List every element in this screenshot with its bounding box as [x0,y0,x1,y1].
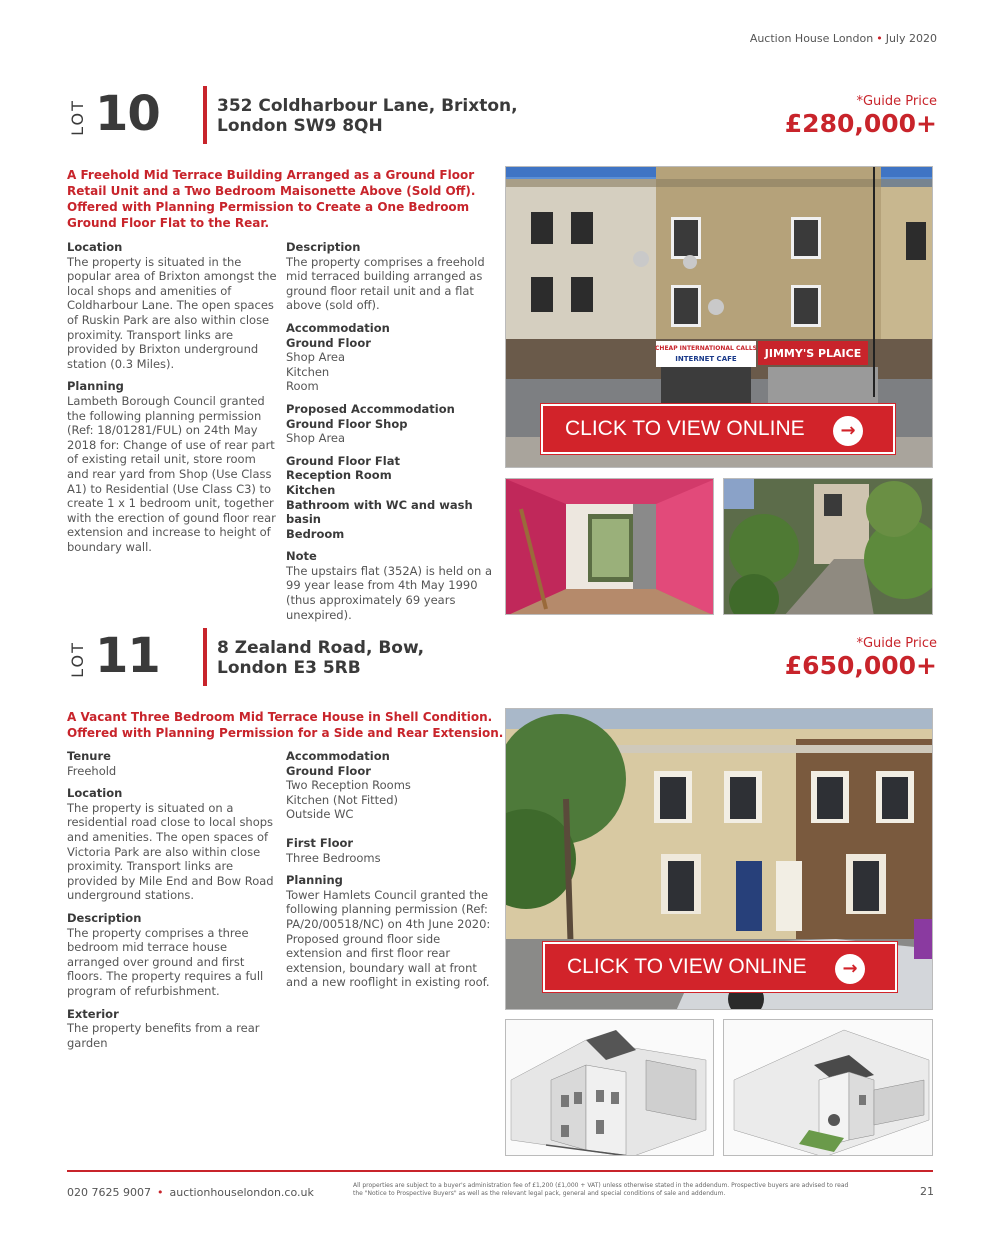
planning-heading: Planning [67,379,124,394]
lot-label: LOT [67,99,87,136]
left-column [67,749,279,1050]
guide-label: *Guide Price [856,636,937,651]
phone-number[interactable]: 020 7625 9007 [67,1186,151,1199]
guide-price-block [785,636,937,681]
lot-11-render-rear[interactable] [723,1019,933,1156]
lot-10-yard-photo[interactable] [723,478,933,615]
room-item: Reception Room [286,468,392,483]
yard-image [724,479,933,615]
room-item: Room [286,379,319,394]
accommodation-heading: Accommodation [286,320,390,335]
room-item: Bedroom [286,526,345,541]
lot-number: 10 [95,86,160,142]
room-item: Three Bedrooms [286,850,381,865]
footer-divider [67,1170,933,1172]
guide-price: £650,000+ [784,651,937,680]
lot-divider [203,86,207,144]
lot-label: LOT [67,641,87,678]
lot-intro: A Freehold Mid Terrace Building Arranged as a Ground Floor Retail Unit and a Two Bedroom Maisonette Above (Sold Off). Offered with Planning Permission to Create a One Bedroom Ground Floor Flat to the Rear. [67,168,476,230]
cta-label: CLICK TO VIEW ONLINE [565,417,805,440]
separator-dot: • [156,1186,164,1199]
room-item: Kitchen [286,364,330,379]
location-heading: Location [67,240,123,254]
shop-sign-text: INTERNET CAFE [675,355,737,363]
lot-number: 11 [95,628,160,684]
description-heading: Description [286,240,361,254]
issue-date: July 2020 [885,32,937,45]
room-item: Shop Area [286,350,346,365]
left-column [67,240,279,554]
ground-floor-shop-label: Ground Floor Shop [286,416,408,431]
ground-floor-label: Ground Floor [286,763,371,778]
guide-label: *Guide Price [856,94,937,109]
ground-floor-flat-label: Ground Floor Flat [286,453,400,468]
architectural-render-front [506,1020,714,1156]
cta-label: CLICK TO VIEW ONLINE [567,955,807,978]
guide-price-block [785,94,937,139]
tenure-text: Freehold [67,763,117,778]
planning-text: Tower Hamlets Council granted the following planning permission (Ref: PA/20/00518/NC) on 4th June 2020: Proposed ground floor side extension and first floor rear extension, boundary wall at front and a new rooflight in existing roof. [286,887,491,990]
lot-10-interior-photo[interactable] [505,478,714,615]
arrow-right-icon: → [833,416,863,446]
note-text: The upstairs flat (352A) is held on a 99 year lease from 4th May 1990 (thus approximately 69 years unexpired). [286,563,493,622]
planning-heading: Planning [286,873,343,888]
footer-contact [67,1186,314,1199]
arrow-right-icon: → [835,954,865,984]
right-column [286,240,498,622]
tenure-heading: Tenure [67,749,111,763]
lot-divider [203,628,207,686]
room-item: Kitchen (Not Fitted) [286,792,399,807]
location-heading: Location [67,786,123,801]
page-number: 21 [920,1185,934,1198]
footer-disclaimer: All properties are subject to a buyer's administration fee of £1,200 (£1,000 + VAT) unless otherwise stated in the addendum. Prospective buyers are advised to read the "Notice to Prospective Buyers" as well as the relevant legal pack, general and special conditions of sale and addendum. [353,1182,849,1197]
separator-dot: • [876,32,883,45]
brand-name: Auction House London [749,32,874,45]
view-online-button[interactable] [541,404,895,454]
architectural-render-rear [724,1020,933,1156]
description-heading: Description [67,910,142,925]
room-item: Bathroom with WC and wash basin [286,497,473,527]
exterior-heading: Exterior [67,1006,119,1021]
view-online-button[interactable] [543,942,897,992]
lot-address: 8 Zealand Road, Bow, London E3 5RB [217,638,425,678]
shop-sign-text: CHEAP INTERNATIONAL CALLS [655,345,757,352]
room-item: Two Reception Rooms [286,778,411,793]
room-item: Shop Area [286,431,346,446]
lot-11-render-front[interactable] [505,1019,714,1156]
note-heading: Note [286,549,317,564]
planning-text: Lambeth Borough Council granted the following planning permission (Ref: 18/01281/FUL) on 24th May 2018 for: Change of use of rear part of existing retail unit, store room and rear yard from Shop (Use Class A1) to Residential (Use Class C3) to create 1 x 1 bedroom unit, together with the erection of gound floor rear extension and increase to height of boundary wall. [67,393,276,554]
room-item: Kitchen [286,482,336,497]
first-floor-label: First Floor [286,835,354,850]
lot-address: 352 Coldharbour Lane, Brixton, London SW9 8QH [217,96,518,136]
interior-image [506,479,714,615]
location-text: The property is situated on a residential road close to local shops and amenities. The open spaces of Victoria Park are also within close proximity. Transport links are provided by Mile End and Bow Road underground stations. [67,800,274,903]
lot-intro: A Vacant Three Bedroom Mid Terrace House in Shell Condition. Offered with Planning Permission for a Side and Rear Extension. [67,710,504,740]
location-text: The property is situated in the popular area of Brixton amongst the local shops and amenities of Coldharbour Lane. The open spaces of Ruskin Park are also within close proximity. Transport links are provided by Brixton underground station (0.3 Miles). [67,254,277,371]
ground-floor-label: Ground Floor [286,335,371,350]
accommodation-heading: Accommodation [286,749,390,763]
description-text: The property comprises a freehold mid terraced building arranged as ground floor retail unit and a flat above (sold off). [286,254,485,313]
page-header [750,32,937,45]
right-column [286,749,498,990]
shop-sign-text: JIMMY'S PLAICE [764,347,862,360]
website-link[interactable]: auctionhouselondon.co.uk [169,1186,314,1199]
room-item: Outside WC [286,807,354,822]
description-text: The property comprises a three bedroom mid terrace house arranged over ground and first floors. The property requires a full program of refurbishment. [67,925,264,998]
exterior-text: The property benefits from a rear garden [67,1021,260,1050]
proposed-heading: Proposed Accommodation [286,401,455,416]
guide-price: £280,000+ [784,109,937,138]
